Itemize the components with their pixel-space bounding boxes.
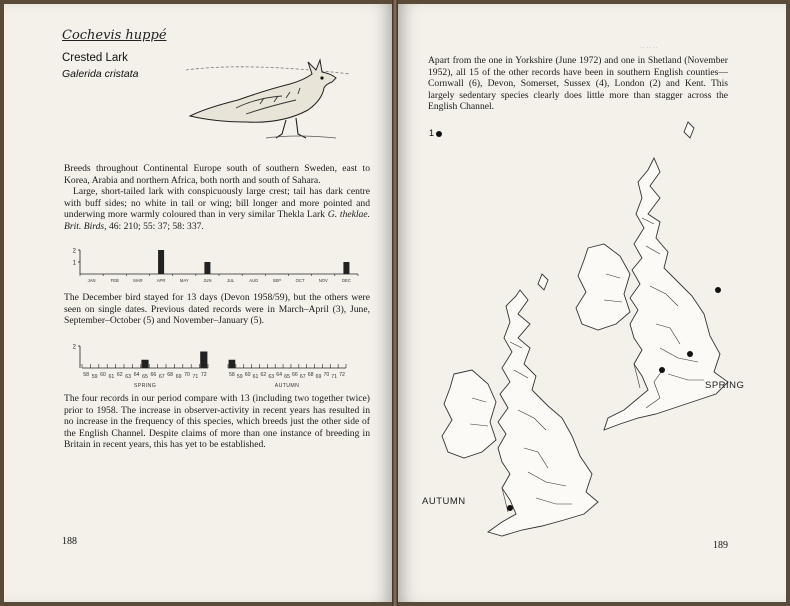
description-text xyxy=(64,186,370,232)
chart2-year-label: 72 xyxy=(200,372,207,378)
chart2-year-label: 69 xyxy=(175,374,182,380)
chart2-bar xyxy=(200,352,207,369)
records-paragraph: The December bird stayed for 13 days (Devon 1958/59), but the others were seen on single dates. Previous dated records were in March–April (3), June, September–October (5) and November–January (5). xyxy=(64,292,370,327)
map-key-label: 1 xyxy=(429,128,435,138)
map-label-spring: SPRING xyxy=(705,380,745,391)
handwritten-french-name: Cochevis huppé xyxy=(62,28,167,43)
chart1-month-label: APR xyxy=(156,278,166,283)
chart1-month-label: MAR xyxy=(133,278,143,283)
chart2-year-label: 62 xyxy=(260,372,267,378)
chart1-month-label: OCT xyxy=(295,278,305,283)
chart2-year-label: 58 xyxy=(83,372,90,378)
chart2-year-label: 58 xyxy=(229,372,235,378)
chart1-month-label: DEC xyxy=(341,278,351,283)
chart1-month-label: NOV xyxy=(318,278,328,283)
chart2-year-label: 66 xyxy=(291,372,298,378)
chart2-year-label: 65 xyxy=(142,374,148,380)
chart1-ytick-label: 1 xyxy=(72,260,76,267)
chart2-bar xyxy=(141,360,148,368)
map-label-autumn: AUTUMN xyxy=(422,496,466,507)
chart1-bar xyxy=(204,262,210,274)
crested-lark-illustration xyxy=(186,38,350,150)
species-common-name: Crested Lark xyxy=(62,52,128,64)
yearly-records-chart xyxy=(70,338,360,394)
distribution-paragraph: Apart from the one in Yorkshire (June 1972) and one in Shetland (November 1952), all 15 of the other records have been in southern English counties—Cornwall (6), Devon, Somerset, Sussex (4), London (2) and Kent. This largely sedentary species clearly does little more than stagger across the English Channel. xyxy=(428,55,728,113)
chart2-year-label: 67 xyxy=(299,374,306,380)
chart1-month-label: SEP xyxy=(272,278,282,283)
chart1-bar xyxy=(158,250,164,274)
chart2-year-label: 67 xyxy=(158,374,165,380)
chart2-ytick-label: 2 xyxy=(72,344,76,351)
chart2-year-label: 63 xyxy=(268,374,275,380)
page-number-right: 189 xyxy=(713,540,728,551)
monthly-records-chart xyxy=(66,242,362,286)
range-paragraph xyxy=(64,163,370,233)
chart1-month-label: AUG xyxy=(249,278,259,283)
chart2-year-label: 59 xyxy=(91,374,98,380)
chart2-year-label: 69 xyxy=(315,374,322,380)
chart2-bar xyxy=(229,360,236,368)
species-latin-name: Galerida cristata xyxy=(62,68,139,80)
range-text: Breeds throughout Continental Europe south of southern Sweden, east to Korea, Arabia and northern Africa, both north and south of Sahara. xyxy=(64,163,370,186)
chart2-year-label: 68 xyxy=(167,372,174,378)
chart2-year-label: 72 xyxy=(339,372,345,378)
chart2-year-label: 60 xyxy=(244,372,251,378)
faint-pencil-mark: ·· ·· ·· xyxy=(640,44,658,52)
chart1-month-label: JUN xyxy=(203,278,212,283)
chart2-year-label: 60 xyxy=(100,372,106,378)
chart2-year-label: 70 xyxy=(184,372,190,378)
description-ref-label: Brit. Birds, xyxy=(64,220,107,232)
chart2-year-label: 64 xyxy=(276,372,283,378)
description-species: G. theklae. xyxy=(327,209,370,221)
chart2-year-label: 71 xyxy=(331,374,338,380)
chart1-month-label: FEB xyxy=(110,278,119,283)
chart1-month-label: MAY xyxy=(179,278,189,283)
chart2-year-label: 71 xyxy=(192,374,199,380)
page-number-left: 188 xyxy=(62,536,77,547)
chart2-panel-label: AUTUMN xyxy=(274,383,300,389)
chart2-year-label: 68 xyxy=(307,372,314,378)
chart2-year-label: 61 xyxy=(108,374,115,380)
chart2-year-label: 65 xyxy=(284,374,290,380)
description-main: Large, short-tailed lark with conspicuously large crest; tail has dark centre with buff sides; no white in tail or wing; bill longer and more pointed and underwing more warmly coloured than in very similar Thekla Lark xyxy=(64,186,370,221)
chart2-year-label: 62 xyxy=(116,372,123,378)
british-isles-maps xyxy=(398,118,786,538)
comparison-paragraph: The four records in our period compare with 13 (including two together twice) prior to 1958. The increase in observer-activity in recent years has resulted in no increase in the frequency of this species, which breeds just the other side of the English Channel. Despite claims of more than one instance of breeding in Britain in recent years, this has yet to be established. xyxy=(64,393,370,451)
chart2-year-label: 63 xyxy=(125,374,132,380)
chart2-year-label: 70 xyxy=(323,372,330,378)
chart1-ytick-label: 2 xyxy=(72,248,76,255)
chart1-bar xyxy=(343,262,349,274)
chart2-year-label: 59 xyxy=(236,374,243,380)
chart2-year-label: 61 xyxy=(252,374,259,380)
description-ref: 46: 210; 55: 37; 58: 337. xyxy=(106,220,204,232)
chart2-year-label: 66 xyxy=(150,372,157,378)
chart2-year-label: 64 xyxy=(133,372,140,378)
chart1-month-label: JUL xyxy=(226,278,235,283)
chart1-month-label: JAN xyxy=(87,278,96,283)
chart2-panel-label: SPRING xyxy=(133,383,157,389)
